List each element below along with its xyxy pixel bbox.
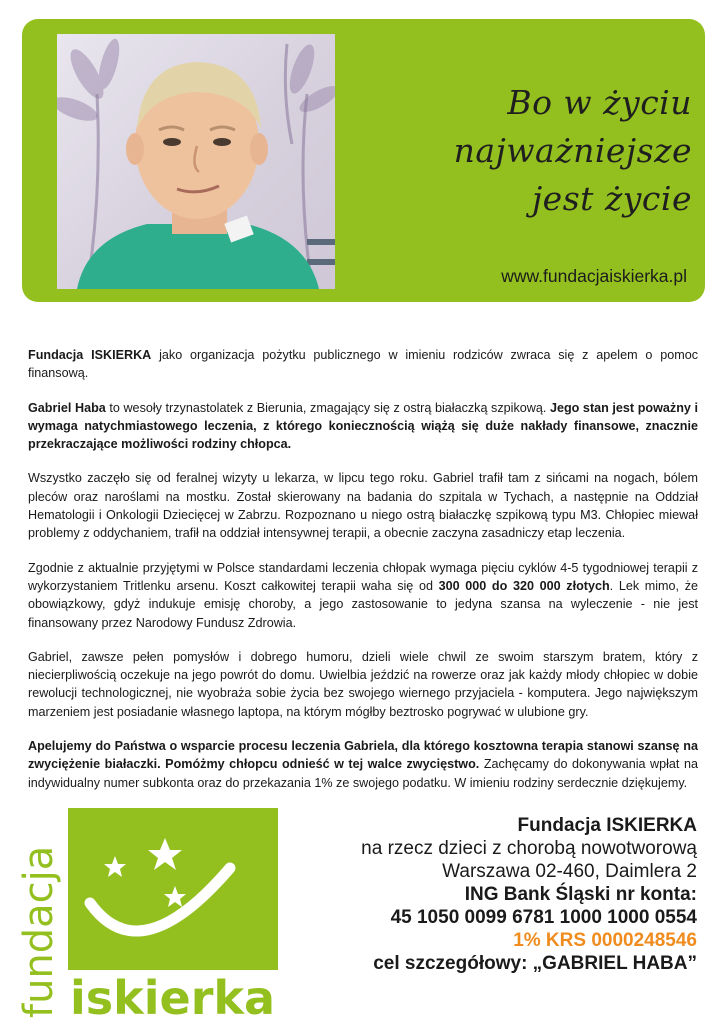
- logo-text-iskierka: iskierka: [70, 971, 276, 1023]
- appeal-text-tail: Zachęcamy do dokonywania wpłat na indywidualny numer subkonta oraz do przekazania 1% ze swojego podatku. W imieniu rodziny serdecznie dziękujemy.: [28, 757, 698, 790]
- contact-block: [297, 814, 697, 975]
- foundation-logo: [20, 808, 278, 1023]
- intro-bold: Fundacja ISKIERKA: [28, 348, 152, 362]
- paragraph-personal: Gabriel, zawsze pełen pomysłów i dobrego humoru, dzieli wiele chwil ze swoim starszym bratem, który z niecierpliwością oczekuje na jego powrót do domu. Uwielbia jeździć na rowerze oraz jak każdy młody chłopiec w dobie rewolucji technologicznej, nie wyobraża sobie życia bez swojego wiernego przyjaciela - komputera. Jego największym marzeniem jest posiadanie własnego laptopa, na którym mógłby beztrosko pogrywać w ulubione gry.: [28, 649, 698, 719]
- org-name: Fundacja ISKIERKA: [517, 815, 697, 836]
- website-url: www.fundacjaiskierka.pl: [501, 266, 687, 286]
- child-photo-illustration: [57, 34, 335, 289]
- paragraph-appeal: [28, 737, 698, 792]
- donation-goal: cel szczegółowy: „GABRIEL HABA”: [373, 953, 697, 974]
- logo-text-fundacja: fundacja: [20, 845, 62, 1018]
- appeal-bold: Apelujemy do Państwa o wsparcie procesu leczenia Gabriela, dla którego kosztowna terapia stanowi szansę na zwyciężenie białaczki. Pomóżmy chłopcu odnieść w tej walce zwycięstwo.: [28, 739, 698, 772]
- patient-text: to wesoły trzynastolatek z Bierunia, zmagający się z ostrą białaczką szpikową.: [105, 400, 550, 415]
- account-number: 45 1050 0099 6781 1000 1000 0554: [390, 907, 697, 928]
- paragraph-history: Wszystko zaczęło się od feralnej wizyty u lekarza, w lipcu tego roku. Gabriel trafił tam z sińcami na nogach, bólem pleców oraz naroślami na mostku. Został skierowany na badania do szpitala w Tychach, a następnie na Oddział Hematologii i Onkologii Dziecięcej w Zabrzu. Rozpoznano u niego ostrą białaczkę szpikową typu M3. Chłopiec miewał problemy z oddychaniem, trafił na oddział intensywnej terapii, a obecnie zaczyna zasadniczy etap leczenia.: [28, 471, 698, 541]
- patient-name: Gabriel Haba: [28, 400, 106, 415]
- slogan-line-3: jest życie: [531, 179, 692, 218]
- slogan-line-2: najważniejsze: [453, 131, 692, 170]
- treatment-cost: 300 000 do 320 000 złotych: [438, 578, 610, 593]
- slogan: [452, 79, 692, 223]
- paragraph-patient: [28, 399, 698, 454]
- child-photo: [57, 34, 335, 289]
- org-purpose: na rzecz dzieci z chorobą nowotworową: [361, 838, 697, 859]
- slogan-line-1: Bo w życiu: [507, 83, 692, 122]
- paragraph-treatment: [28, 559, 698, 632]
- paragraph-intro: [28, 346, 698, 383]
- appeal-text: [28, 346, 698, 808]
- intro-text: jako organizacja pożytku publicznego w imieniu rodziców zwraca się z apelem o pomoc finansową.: [28, 348, 698, 381]
- iskierka-logo-icon: [20, 808, 278, 1023]
- krs-number: 1% KRS 0000248546: [513, 930, 697, 951]
- header-banner: [22, 19, 705, 302]
- patient-condition-bold: Jego stan jest poważny i wymaga natychmiastowego leczenia, z którego koniecznością wiążą się duże nakłady finansowe, znacznie przekraczające możliwości rodziny chłopca.: [28, 400, 698, 452]
- bank-name: ING Bank Śląski nr konta:: [464, 884, 697, 905]
- treatment-text-a: Zgodnie z aktualnie przyjętymi w Polsce standardami leczenia chłopak wymaga pięciu cyklów 4-5 tygodniowej terapii z wykorzystaniem Tritlenku arsenu. Koszt całkowitej terapii waha się od: [28, 560, 698, 593]
- org-address: Warszawa 02-460, Daimlera 2: [442, 861, 697, 882]
- treatment-text-b: . Lek mimo, że obowiązkowy, gdyż indukuje emisję choroby, a jego zastosowanie to jedyna szansa na wyleczenie - nie jest finansowany przez Narodowy Fundusz Zdrowia.: [28, 578, 698, 630]
